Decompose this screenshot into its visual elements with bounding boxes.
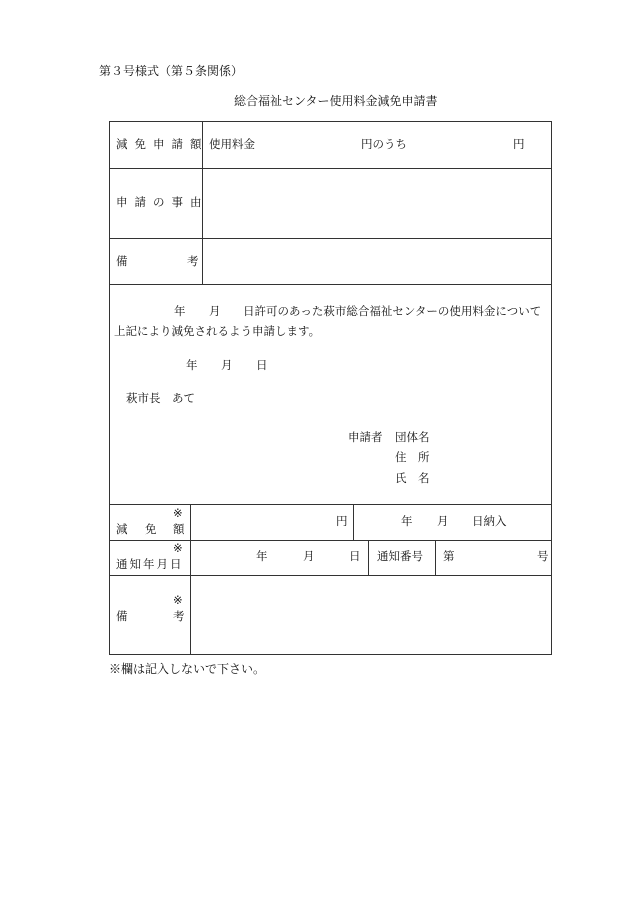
table-divider: [109, 504, 552, 505]
office-reduction-label-1: 減: [116, 522, 128, 536]
table-divider: [109, 575, 552, 576]
yen-label: 円: [513, 137, 525, 151]
reduction-amount-label: 減免申請額: [116, 137, 209, 151]
group-name-label: 団体名: [395, 430, 430, 444]
addressee: 萩市長 あて: [126, 391, 195, 405]
office-reduction-label-2: 免: [145, 522, 157, 536]
paid-day-label: 日納入: [472, 514, 507, 528]
address-label-2: 所: [418, 450, 430, 464]
notice-day-label: 日: [349, 549, 361, 563]
reason-input-field[interactable]: [204, 170, 550, 236]
office-yen-label: 円: [336, 514, 348, 528]
office-use-mark: ※: [173, 593, 183, 607]
applicant-label: 申請者: [348, 430, 383, 444]
remarks-label-right: 考: [187, 254, 199, 268]
yen-of-label: 円のうち: [361, 137, 407, 151]
application-month-label: 月: [221, 358, 233, 372]
footnote: ※欄は記入しないで下さい。: [109, 662, 266, 676]
form-number: 第３号様式（第５条関係）: [99, 64, 244, 78]
usage-fee-label: 使用料金: [209, 137, 255, 151]
table-divider: [190, 504, 191, 655]
permit-month-label: 月: [209, 304, 221, 318]
office-use-mark: ※: [173, 506, 183, 520]
office-reduction-label-3: 額: [173, 522, 185, 536]
table-divider: [353, 504, 354, 540]
reduction-amount-input-field[interactable]: [412, 130, 507, 160]
permit-year-label: 年: [174, 304, 186, 318]
name-label-2: 名: [418, 471, 430, 485]
notice-date-label: 通知年月日: [116, 557, 184, 571]
notice-month-label: 月: [303, 549, 315, 563]
table-divider: [368, 540, 369, 575]
name-label-1: 氏: [395, 471, 407, 485]
declaration-line-2: 上記により減免されるよう申請します。: [114, 324, 321, 338]
remarks-label-left: 備: [116, 254, 128, 268]
notice-year-label: 年: [256, 549, 268, 563]
office-remarks-label-1: 備: [116, 609, 128, 623]
number-prefix: 第: [443, 549, 455, 563]
usage-fee-input-field[interactable]: [260, 130, 355, 160]
reason-label: 申請の事由: [116, 195, 209, 209]
paid-year-label: 年: [401, 514, 413, 528]
table-divider: [435, 540, 436, 575]
table-divider: [109, 168, 552, 169]
remarks-input-field[interactable]: [204, 240, 550, 282]
declaration-line-1: 日許可のあった萩市総合福祉センターの使用料金について: [243, 304, 542, 318]
application-year-label: 年: [186, 358, 198, 372]
table-divider: [109, 238, 552, 239]
application-day-label: 日: [256, 358, 268, 372]
notice-number-label: 通知番号: [377, 549, 423, 563]
page-title: 総合福祉センター使用料金減免申請書: [234, 94, 438, 108]
office-remarks-label-2: 考: [173, 609, 185, 623]
table-divider: [109, 284, 552, 285]
paid-month-label: 月: [437, 514, 449, 528]
office-use-mark: ※: [173, 541, 183, 555]
number-suffix: 号: [537, 549, 549, 563]
address-label-1: 住: [395, 450, 407, 464]
